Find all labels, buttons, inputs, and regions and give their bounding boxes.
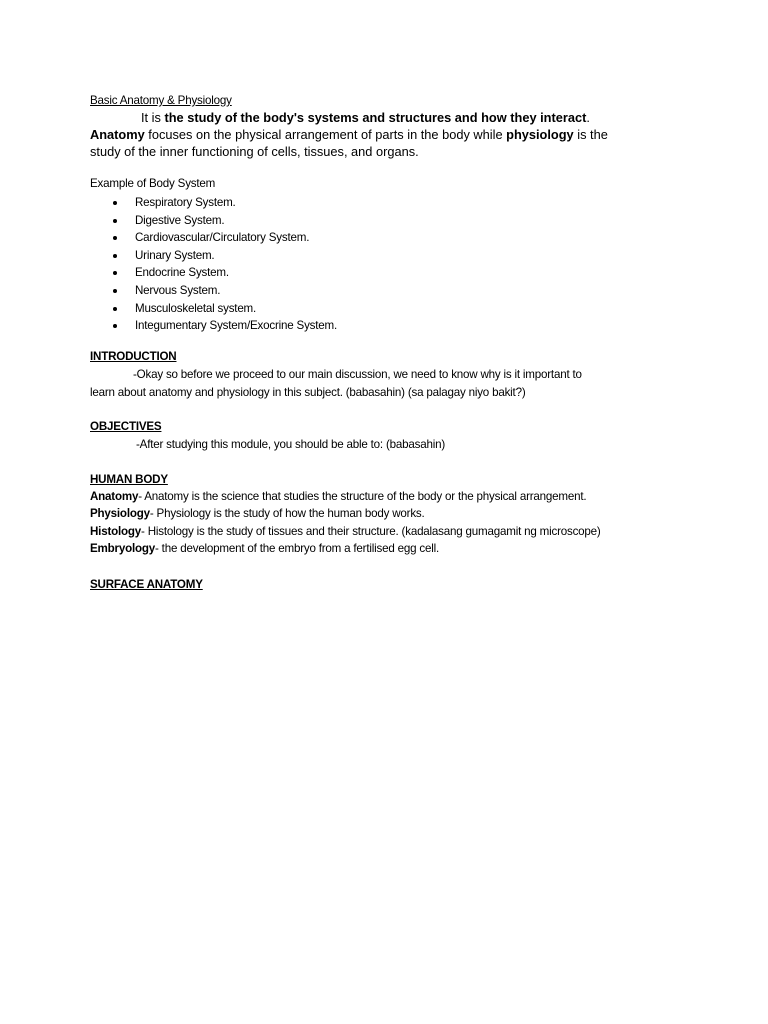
entry-text: - Physiology is the study of how the human body works.	[149, 507, 425, 520]
intro-prefix: It is	[141, 110, 165, 125]
list-item	[90, 300, 337, 318]
entry-term: Embryology	[90, 542, 155, 555]
surface-anatomy-heading: SURFACE ANATOMY	[90, 578, 203, 591]
human-body-heading: HUMAN BODY	[90, 473, 168, 486]
list-item	[90, 229, 337, 247]
entry-text: - the development of the embryo from a fertilised egg cell.	[155, 542, 439, 555]
entry-term: Physiology	[90, 507, 150, 520]
intro-line-3: study of the inner functioning of cells, tissues, and organs.	[90, 144, 419, 159]
anatomy-term: Anatomy	[90, 127, 145, 142]
list-item-label: Digestive System.	[135, 213, 225, 227]
human-body-entry-anatomy	[90, 490, 586, 503]
example-heading: Example of Body System	[90, 177, 216, 190]
bullet-icon	[113, 324, 117, 328]
physiology-term: physiology	[506, 127, 574, 142]
list-item-label: Nervous System.	[135, 283, 221, 297]
bullet-icon	[113, 254, 117, 258]
introduction-line-2: learn about anatomy and physiology in this subject. (babasahin) (sa palagay niyo bakit?)	[90, 386, 526, 399]
objectives-heading: OBJECTIVES	[90, 420, 162, 433]
bullet-icon	[113, 201, 117, 205]
bullet-icon	[113, 219, 117, 223]
human-body-entry-physiology	[90, 507, 425, 520]
list-item	[90, 264, 337, 282]
intro-bold-phrase: the study of the body's systems and structures and how they interact	[164, 110, 587, 125]
intro-suffix: .	[586, 110, 590, 125]
list-item	[90, 212, 337, 230]
list-item	[90, 282, 337, 300]
body-system-list	[90, 194, 337, 335]
anatomy-description: focuses on the physical arrangement of parts in the body while	[144, 127, 507, 142]
list-item	[90, 194, 337, 212]
bullet-icon	[113, 271, 117, 275]
intro-line-2	[90, 127, 608, 142]
objectives-line: -After studying this module, you should be able to: (babasahin)	[136, 438, 445, 451]
introduction-heading: INTRODUCTION	[90, 350, 177, 363]
intro-line-1	[141, 110, 590, 125]
document-title: Basic Anatomy & Physiology	[90, 94, 232, 107]
list-item-label: Integumentary System/Exocrine System.	[135, 319, 338, 333]
entry-term: Anatomy	[90, 490, 139, 503]
bullet-icon	[113, 289, 117, 293]
list-item	[90, 247, 337, 265]
list-item-label: Endocrine System.	[135, 266, 229, 280]
bullet-icon	[113, 307, 117, 311]
introduction-line-1: -Okay so before we proceed to our main discussion, we need to know why is it important to	[133, 368, 582, 381]
list-item-label: Respiratory System.	[135, 196, 236, 209]
bullet-icon	[113, 236, 117, 240]
physiology-description: is the	[573, 127, 608, 142]
list-item-label: Musculoskeletal system.	[135, 301, 257, 315]
list-item	[90, 317, 337, 335]
entry-text: - Histology is the study of tissues and their structure. (kadalasang gumagamit ng microscope)	[141, 525, 601, 538]
entry-text: - Anatomy is the science that studies the structure of the body or the physical arrangement.	[138, 490, 587, 503]
human-body-entry-embryology	[90, 542, 439, 555]
list-item-label: Urinary System.	[135, 248, 215, 262]
list-item-label: Cardiovascular/Circulatory System.	[135, 231, 310, 245]
entry-term: Histology	[90, 525, 142, 538]
human-body-entry-histology	[90, 525, 601, 538]
